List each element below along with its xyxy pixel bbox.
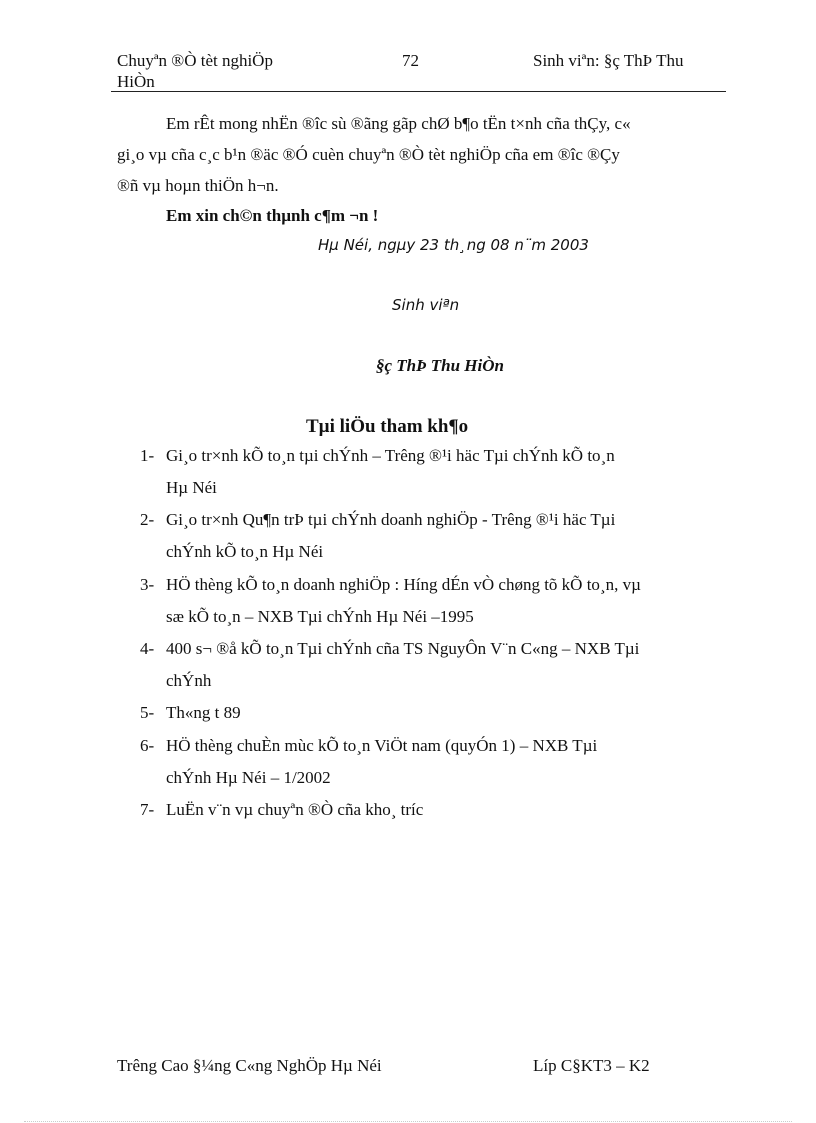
list-item-cont: Hµ Néi: [166, 478, 217, 497]
page-edge: [24, 1121, 792, 1122]
paragraph-line: gi¸o vµ cña c¸c b¹n ®äc ®Ó cuèn chuyªn ®Ò tèt nghiÖp cña em ®îc ®Çy: [117, 145, 620, 164]
list-item-number: 2-: [140, 510, 155, 529]
list-item: LuËn v¨n vµ chuyªn ®Ò cña kho¸ tríc: [166, 800, 424, 819]
list-item-number: 4-: [140, 639, 155, 658]
references-title: Tµi liÖu tham kh¶o: [306, 416, 469, 437]
list-item: HÖ thèng kÕ to¸n doanh nghiÖp : Híng dÉn vÒ chøng tõ kÕ to¸n, vµ: [166, 575, 641, 594]
list-item: 400 s¬ ®å kÕ to¸n Tµi chÝnh cña TS NguyÔn V¨n C«ng – NXB Tµi: [166, 639, 640, 658]
footer-school: Trêng Cao §¼ng C«ng NghÖp Hµ Néi: [117, 1056, 382, 1075]
list-item-number: 1-: [140, 446, 155, 465]
list-item-cont: chÝnh kÕ to¸n Hµ Néi: [166, 542, 324, 561]
paragraph-line: ®ñ vµ hoµn thiÖn h¬n.: [117, 176, 279, 195]
paragraph-line: Em rÊt mong nhËn ®îc sù ®ãng gãp chØ b¶o tËn t×nh cña thÇy, c«: [166, 114, 631, 133]
page-number: 72: [402, 51, 419, 70]
list-item: HÖ thèng chuÈn mùc kÕ to¸n ViÖt nam (quyÓn 1) – NXB Tµi: [166, 736, 598, 755]
header-title: Chuyªn ®Ò tèt nghiÖp: [117, 51, 273, 70]
list-item: Th«ng t 89: [166, 703, 241, 722]
list-item: Gi¸o tr×nh Qu¶n trÞ tµi chÝnh doanh nghiÖp - Trêng ®¹i häc Tµi: [166, 510, 616, 529]
list-item: Gi¸o tr×nh kÕ to¸n tµi chÝnh – Trêng ®¹i häc Tµi chÝnh kÕ to¸n: [166, 446, 615, 465]
list-item-number: 6-: [140, 736, 155, 755]
list-item-cont: chÝnh Hµ Néi – 1/2002: [166, 768, 331, 787]
list-item-cont: sæ kÕ to¸n – NXB Tµi chÝnh Hµ Néi –1995: [166, 607, 474, 626]
header-title-cont: HiÒn: [117, 72, 155, 91]
signer-name: §ç ThÞ Thu HiÒn: [376, 356, 504, 375]
header-student: Sinh viªn: §ç ThÞ Thu: [533, 51, 684, 70]
list-item-number: 3-: [140, 575, 155, 594]
list-item-number: 5-: [140, 703, 155, 722]
signer-role: Sinh viªn: [392, 296, 460, 314]
list-item-cont: chÝnh: [166, 671, 212, 690]
footer-class: Líp C§KT3 – K2: [533, 1056, 650, 1075]
thanks-line: Em xin ch©n thµnh c¶m ¬n !: [166, 206, 379, 225]
list-item-number: 7-: [140, 800, 155, 819]
date-line: Hµ Néi, ngµy 23 th¸ng 08 n¨m 2003: [318, 236, 589, 254]
header-rule: [111, 91, 726, 92]
